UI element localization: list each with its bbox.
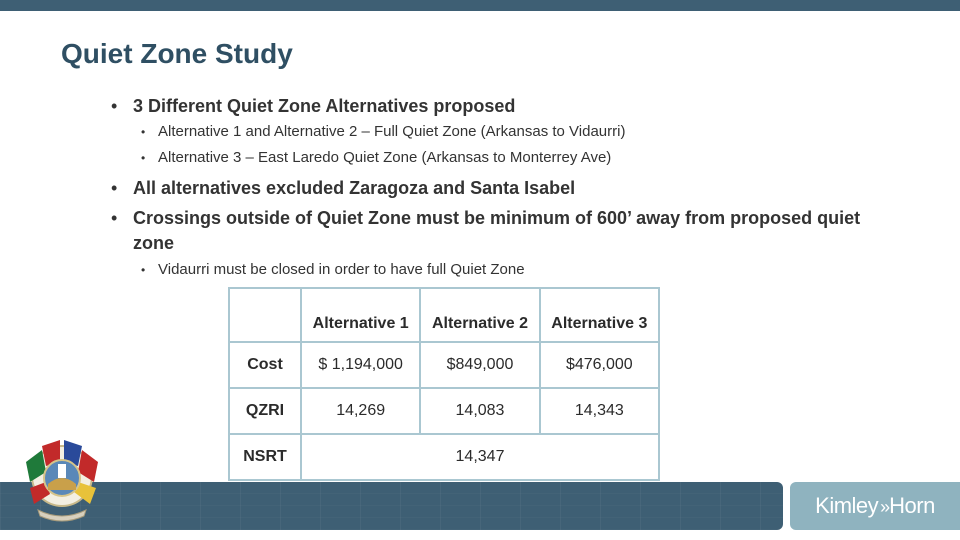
row-label-cost: Cost	[229, 342, 301, 388]
sub-bullet-vidaurri: • Vidaurri must be closed in order to have full Quiet Zone	[141, 260, 525, 280]
bullet-text: 3 Different Quiet Zone Alternatives proposed	[133, 96, 516, 116]
column-header-alternative-2: Alternative 2	[420, 288, 539, 342]
row-label-nsrt: NSRT	[229, 434, 301, 480]
slide-title: Quiet Zone Study	[61, 38, 293, 69]
table-corner-cell	[229, 288, 301, 342]
table-cell: 14,083	[420, 388, 539, 434]
table-row-qzri	[229, 388, 659, 434]
alternatives-table	[228, 287, 660, 481]
table-header-row	[229, 288, 659, 342]
bullet-exclusions	[111, 176, 893, 201]
column-header-alternative-3: Alternative 3	[540, 288, 659, 342]
brand-chevrons-icon: »	[880, 497, 888, 517]
table-row-cost	[229, 342, 659, 388]
brand-left: Kimley	[815, 493, 879, 518]
footer-map-texture	[0, 482, 783, 530]
bullet-text: All alternatives excluded Zaragoza and Santa Isabel	[133, 178, 576, 198]
city-seal-logo	[12, 432, 112, 526]
brand-logo-box	[790, 482, 960, 530]
sub-bullet-alt-3: • Alternative 3 – East Laredo Quiet Zone (Arkansas to Monterrey Ave)	[141, 148, 611, 168]
bullet-alternatives	[111, 94, 515, 119]
footer-band	[0, 482, 783, 530]
brand-right: Horn	[889, 493, 935, 518]
bullet-crossings	[111, 206, 893, 256]
kimley-horn-logo	[790, 482, 960, 530]
table-cell: $476,000	[540, 342, 659, 388]
column-header-alternative-1: Alternative 1	[301, 288, 420, 342]
table-cell: $849,000	[420, 342, 539, 388]
table-cell: 14,343	[540, 388, 659, 434]
sub-bullet-alt-1-2: • Alternative 1 and Alternative 2 – Full Quiet Zone (Arkansas to Vidaurri)	[141, 122, 625, 142]
table-cell: 14,269	[301, 388, 420, 434]
table-cell-merged: 14,347	[301, 434, 659, 480]
row-label-qzri: QZRI	[229, 388, 301, 434]
top-accent-bar	[0, 0, 960, 11]
bullet-text: Crossings outside of Quiet Zone must be minimum of 600’ away from proposed quiet zone	[133, 208, 861, 253]
table-cell: $ 1,194,000	[301, 342, 420, 388]
table-row-nsrt	[229, 434, 659, 480]
